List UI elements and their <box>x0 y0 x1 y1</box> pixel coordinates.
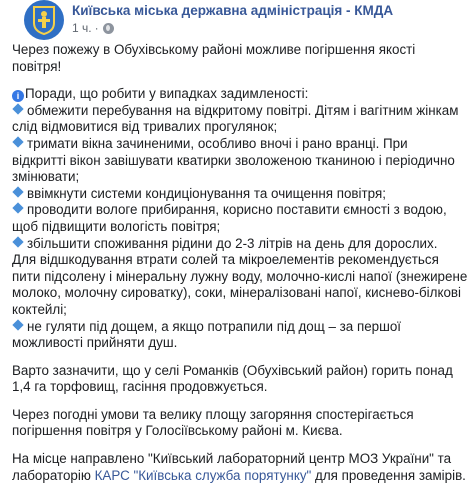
text-fragment: лабораторію <box>12 467 95 483</box>
post-timestamp[interactable]: 1 ч. <box>72 21 92 35</box>
tip-text: не гуляти під дощем, а якщо потрапили під дощ – за першої <box>27 318 402 334</box>
post-body <box>12 42 467 495</box>
tips-intro-line <box>12 86 442 103</box>
tips-intro-text: Поради, що робити у випадках задимленості: <box>25 86 309 102</box>
intro-paragraph <box>12 42 442 75</box>
tip-line <box>12 102 459 120</box>
text-line: 1,4 га торфовищ, гасіння продовжується. <box>12 379 268 395</box>
tip-text: тримати вікна зачиненими, особливо вночі і рано вранці. При <box>27 135 408 151</box>
tip-text: проводити вологе прибирання, корисно поставити ємності з водою, <box>27 202 447 218</box>
tip-line <box>12 319 442 336</box>
text-fragment: для проведення замірів. <box>311 467 466 483</box>
blue-diamond-icon <box>12 203 23 214</box>
tip-line <box>12 186 442 203</box>
tip-text: обмежити перебування на відкритому повітрі. Дітям і вагітним жінкам <box>27 102 459 118</box>
text-line: повітря! <box>12 58 62 74</box>
tip-text: коктейлі; <box>12 301 67 317</box>
meta-separator: · <box>94 21 99 35</box>
text-line: погіршення повітря у Голосіївському районі м. Києва. <box>12 423 343 439</box>
blue-diamond-icon <box>12 103 23 114</box>
text-line: Через пожежу в Обухівському районі можливе погіршення якості <box>12 42 416 57</box>
tip-text: Для відшкодування втрати солей та мікроелементів рекомендується <box>12 252 439 268</box>
tip-text: змінювати; <box>12 169 80 185</box>
tip-text: пити підсолену і мінеральну лужну воду, молочно-кислі напої (знежирене <box>12 268 467 284</box>
kars-link[interactable]: КАРС "Київська служба порятунку" <box>94 467 312 483</box>
post-header <box>12 0 436 44</box>
post-meta <box>72 21 114 35</box>
blue-diamond-icon <box>12 136 23 147</box>
tip-text: можливості прийняти душ. <box>12 335 178 351</box>
text-line <box>12 467 466 485</box>
tip-text: відкритті вікон завішувати кватирки зволоженою тканиною і періодично <box>12 152 455 168</box>
tip-line <box>12 202 447 219</box>
tip-line <box>12 236 442 253</box>
text-line: Через погодні умови та велику площу загоряння спостерігається <box>12 406 414 422</box>
tip-line <box>12 136 442 153</box>
blue-diamond-icon <box>12 186 23 197</box>
tip-text: збільшити споживання рідини до 2-3 літрів на день для дорослих. <box>27 235 438 251</box>
page-avatar[interactable] <box>24 0 64 40</box>
tip-text: слід відмовитися від тривалих прогулянок; <box>12 119 278 135</box>
tip-text: ввімкнути системи кондиціонування та очищення повітря; <box>27 185 386 201</box>
lab-paragraph <box>12 451 466 484</box>
text-line: Варто зазначити, що у селі Романків (Обухівський район) горить понад <box>12 362 453 378</box>
tip-text: щоб підвищити вологість повітря; <box>12 218 221 234</box>
romankiv-paragraph <box>12 362 453 396</box>
text-line: На місце направлено "Київський лабораторний центр МОЗ України" та <box>12 451 452 467</box>
blue-diamond-icon <box>12 236 23 247</box>
blue-diamond-icon <box>12 319 23 330</box>
info-icon: i <box>12 90 24 102</box>
globe-icon[interactable] <box>103 23 114 34</box>
tips-paragraph <box>12 86 467 352</box>
coat-of-arms-icon <box>31 5 57 35</box>
page-name-link[interactable]: Київська міська державна адміністрація - КМДА <box>72 3 394 18</box>
weather-paragraph <box>12 407 442 440</box>
tip-text: молоко, молочну сироватку), соки, мінералізовані напої, киснево-білкові <box>12 285 462 301</box>
